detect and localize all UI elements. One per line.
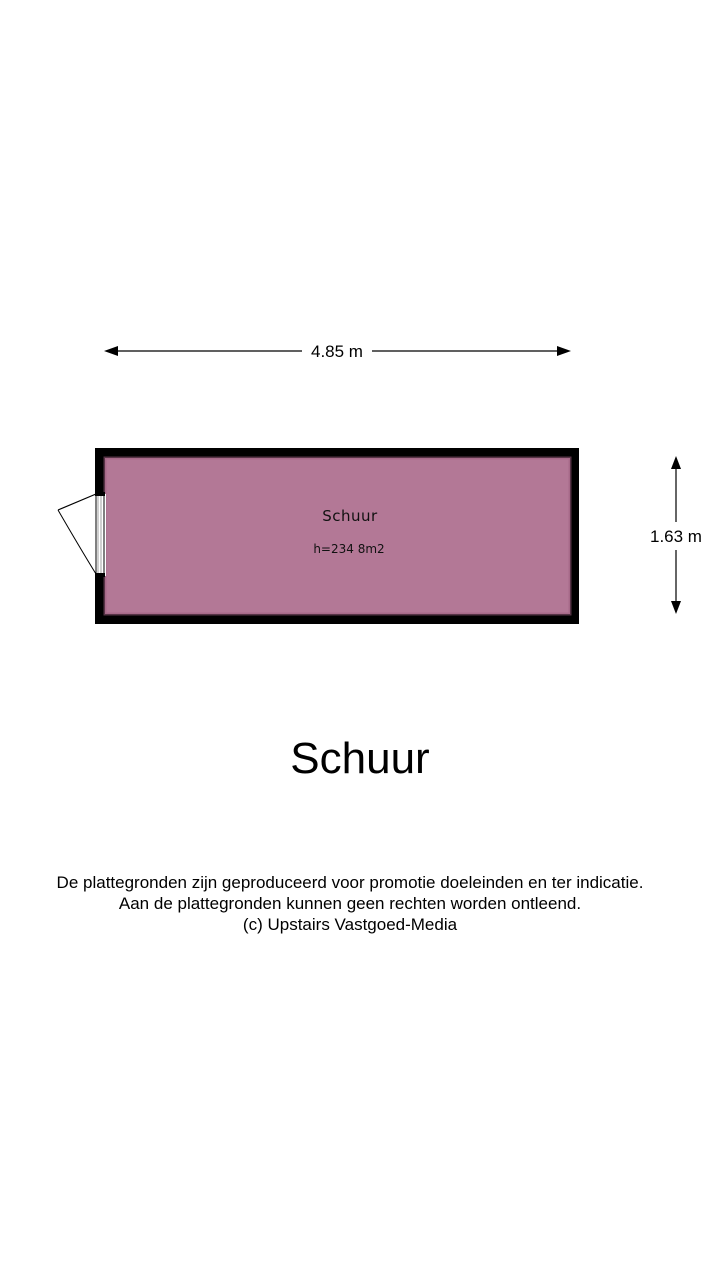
door-jamb-top [95, 492, 105, 496]
room-schuur [58, 448, 579, 624]
arrow-left-icon [104, 346, 118, 356]
plan-title: Schuur [290, 734, 430, 783]
door-swing-arc [58, 510, 96, 574]
height-dimension [650, 456, 702, 614]
width-label: 4.85 m [311, 342, 363, 361]
arrow-right-icon [557, 346, 571, 356]
arrow-up-icon [671, 456, 681, 469]
arrow-down-icon [671, 601, 681, 614]
disclaimer-line-2: Aan de plattegronden kunnen geen rechten worden ontleend. [118, 894, 582, 913]
disclaimer [0, 872, 700, 935]
room-name: Schuur [322, 507, 378, 525]
copyright-line: (c) Upstairs Vastgoed-Media [242, 915, 458, 934]
width-dimension [104, 342, 571, 361]
disclaimer-line-1: De plattegronden zijn geproduceerd voor promotie doeleinden en ter indicatie. [56, 873, 644, 892]
height-label: 1.63 m [650, 527, 702, 546]
room-floor [105, 458, 570, 614]
door-jamb-bottom [95, 573, 105, 577]
door-leaf [58, 494, 96, 510]
room-info: h=234 8m2 [313, 542, 385, 556]
